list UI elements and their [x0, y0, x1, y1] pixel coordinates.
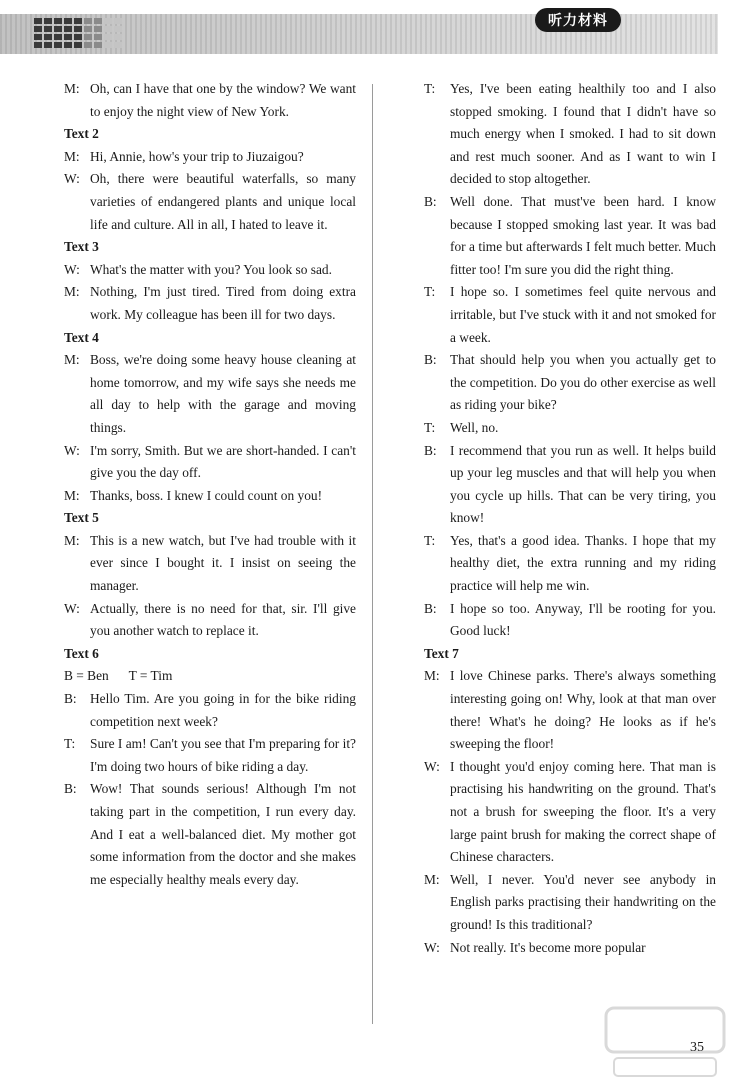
dialogue-line: [64, 778, 356, 891]
dialogue-line: [424, 191, 716, 281]
speaker-label: M:: [64, 284, 80, 300]
pattern-cell: [34, 26, 42, 32]
dialogue-line: [424, 665, 716, 755]
speaker-label: T:: [424, 419, 436, 435]
speaker-label: W:: [424, 758, 440, 774]
dialogue-text: Actually, there is no need for that, sir. I'll give you another watch to replace it.: [90, 600, 356, 639]
section-heading: Text 6: [64, 645, 99, 661]
pattern-cell: [64, 34, 72, 40]
speaker-label: M:: [424, 871, 440, 887]
dialogue-text: I recommend that you run as well. It helps build up your leg muscles and that will help you when you cycle up hills. That can be very tiring, you know!: [450, 442, 716, 526]
pattern-cell: [64, 42, 72, 48]
section-heading: Text 4: [64, 329, 99, 345]
speaker-label: M:: [64, 532, 80, 548]
speaker-label: B:: [424, 600, 437, 616]
speaker-label: B:: [424, 193, 437, 209]
dialogue-text: Well done. That must've been hard. I know because I stopped smoking last year. It was bad for a time but afterwards I felt much better. Much fitter too! I'm sure you did the right thing.: [450, 193, 716, 277]
pattern-cell: [74, 26, 82, 32]
speaker-label: B:: [64, 781, 77, 797]
pattern-cell: [84, 26, 92, 32]
dialogue-line: [424, 869, 716, 937]
section-heading: Text 2: [64, 126, 99, 142]
speaker-label: T:: [64, 736, 76, 752]
dialogue-text: I hope so too. Anyway, I'll be rooting for you. Good luck!: [450, 600, 716, 639]
pattern-cell: [74, 42, 82, 48]
dialogue-line: [64, 349, 356, 439]
dialogue-line: [64, 259, 356, 282]
dialogue-line: [64, 281, 356, 326]
right-column: [424, 78, 716, 959]
dialogue-text: Oh, can I have that one by the window? We want to enjoy the night view of New York.: [90, 81, 356, 119]
dialogue-line: [424, 281, 716, 349]
pattern-cell: [104, 42, 112, 48]
dialogue-line: [64, 485, 356, 508]
dialogue-line: [424, 530, 716, 598]
pattern-cell: [104, 34, 112, 40]
speaker-label: B:: [424, 442, 437, 458]
pattern-cell: [44, 34, 52, 40]
dialogue-line: [64, 530, 356, 598]
speaker-label: W:: [424, 939, 440, 955]
pattern-cell: [34, 18, 42, 24]
speaker-label: M:: [64, 148, 80, 164]
section-heading: Text 3: [64, 239, 99, 255]
speaker-label: M:: [424, 668, 440, 684]
left-column: [64, 78, 356, 891]
pattern-cell: [74, 34, 82, 40]
column-divider: [372, 84, 373, 1024]
dialogue-line: [424, 440, 716, 530]
dialogue-line: [64, 78, 356, 123]
pattern-cell: [84, 34, 92, 40]
speaker-label: T:: [424, 81, 436, 96]
dialogue-line: [64, 688, 356, 733]
pattern-cell: [54, 34, 62, 40]
speaker-label: T:: [424, 284, 436, 300]
pattern-cell: [84, 18, 92, 24]
pattern-cell: [64, 18, 72, 24]
dialogue-text: What's the matter with you? You look so sad.: [90, 261, 332, 277]
dialogue-text: Yes, I've been eating healthily too and I also stopped smoking. I found that I didn't have so much energy when I smoked. I had to sit down and rest much sooner. And as I want to win I decided to stop altogether.: [450, 81, 716, 187]
pattern-cell: [44, 42, 52, 48]
speaker-label: T:: [424, 532, 436, 548]
pattern-cell: [34, 42, 42, 48]
dialogue-text: Nothing, I'm just tired. Tired from doing extra work. My colleague has been ill for two days.: [90, 284, 356, 322]
dialogue-line: [64, 733, 356, 778]
speaker-label: B:: [424, 352, 437, 368]
dialogue-text: That should help you when you actually get to the competition. Do you do other exercise as well as riding your bike?: [450, 352, 716, 413]
dialogue-text: Sure I am! Can't you see that I'm preparing for it? I'm doing two hours of bike riding a day.: [90, 736, 356, 774]
speaker-label: W:: [64, 600, 80, 616]
dialogue-text: I thought you'd enjoy coming here. That man is practising his handwriting on the ground. That's not a brush for sweeping the floor. It's a very large paint brush for making the correct shape of Chinese characters.: [450, 758, 716, 865]
section-heading: Text 5: [64, 510, 99, 526]
pattern-cell: [104, 26, 112, 32]
dialogue-line: [424, 598, 716, 643]
pattern-cell: [114, 26, 122, 32]
dialogue-text: Hello Tim. Are you going in for the bike riding competition next week?: [90, 691, 356, 729]
dialogue-text: This is a new watch, but I've had trouble with it ever since I bought it. I insist on seeing the manager.: [90, 532, 356, 594]
pattern-cell: [44, 26, 52, 32]
dialogue-line: [424, 417, 716, 440]
pattern-cell: [94, 18, 102, 24]
dialogue-line: [424, 349, 716, 417]
watermark-logo: [600, 1002, 730, 1082]
pattern-cell: [94, 26, 102, 32]
speaker-label: W:: [64, 261, 80, 277]
pattern-cell: [54, 18, 62, 24]
header-pattern: [34, 18, 124, 52]
pattern-cell: [74, 18, 82, 24]
pattern-cell: [44, 18, 52, 24]
dialogue-text: I love Chinese parks. There's always something interesting going on! Why, look at that man over there! What's he doing? He looks as if he's sweeping the floor!: [450, 668, 716, 752]
pattern-cell: [114, 42, 122, 48]
dialogue-text: Well, I never. You'd never see anybody in English parks practising their handwriting on the ground! Is this traditional?: [450, 871, 716, 932]
dialogue-text: Boss, we're doing some heavy house cleaning at home tomorrow, and my wife says she needs me all day to help with the garage and moving things.: [90, 352, 356, 435]
pattern-cell: [94, 34, 102, 40]
dialogue-line: [424, 78, 716, 191]
section-heading: Text 7: [424, 645, 459, 661]
dialogue-text: Thanks, boss. I knew I could count on you!: [90, 487, 323, 503]
dialogue-text: Oh, there were beautiful waterfalls, so many varieties of endangered plants and unique local life and culture. All in all, I hated to leave it.: [90, 171, 356, 232]
dialogue-line: [64, 146, 356, 169]
dialogue-text: Hi, Annie, how's your trip to Jiuzaigou?: [90, 148, 304, 164]
pattern-cell: [94, 42, 102, 48]
page-number: 35: [690, 1040, 704, 1055]
pattern-cell: [114, 18, 122, 24]
speaker-label: W:: [64, 442, 80, 458]
pattern-cell: [34, 34, 42, 40]
speaker-label: M:: [64, 487, 80, 503]
speaker-label: B:: [64, 691, 77, 707]
pattern-cell: [54, 42, 62, 48]
dialogue-text: Yes, that's a good idea. Thanks. I hope that my healthy diet, the extra running and my riding practice will help me win.: [450, 532, 716, 594]
speaker-label: M:: [64, 352, 80, 368]
speaker-label: M:: [64, 81, 80, 96]
pattern-cell: [104, 18, 112, 24]
pattern-cell: [54, 26, 62, 32]
dialogue-line: [424, 756, 716, 869]
dialogue-text: Wow! That sounds serious! Although I'm not taking part in the competition, I run every day. And I eat a well-balanced diet. My mother got some information from the doctor and she makes me especially healthy meals every day.: [90, 781, 356, 887]
dialogue-line: [64, 598, 356, 643]
dialogue-text: I hope so. I sometimes feel quite nervous and irritable, but I've stuck with it and not smoked for a week.: [450, 284, 716, 345]
dialogue-text: I'm sorry, Smith. But we are short-handed. I can't give you the day off.: [90, 442, 356, 481]
speaker-label: W:: [64, 171, 80, 187]
pattern-cell: [84, 42, 92, 48]
pattern-cell: [114, 34, 122, 40]
dialogue-line: [64, 440, 356, 485]
dialogue-text: Not really. It's become more popular: [450, 939, 646, 955]
dialogue-text: Well, no.: [450, 419, 499, 435]
dialogue-line: [424, 937, 716, 960]
speaker-legend: B = Ben T = Tim: [64, 668, 173, 684]
dialogue-line: [64, 168, 356, 236]
section-tab: 听力材料: [535, 8, 621, 32]
pattern-cell: [64, 26, 72, 32]
